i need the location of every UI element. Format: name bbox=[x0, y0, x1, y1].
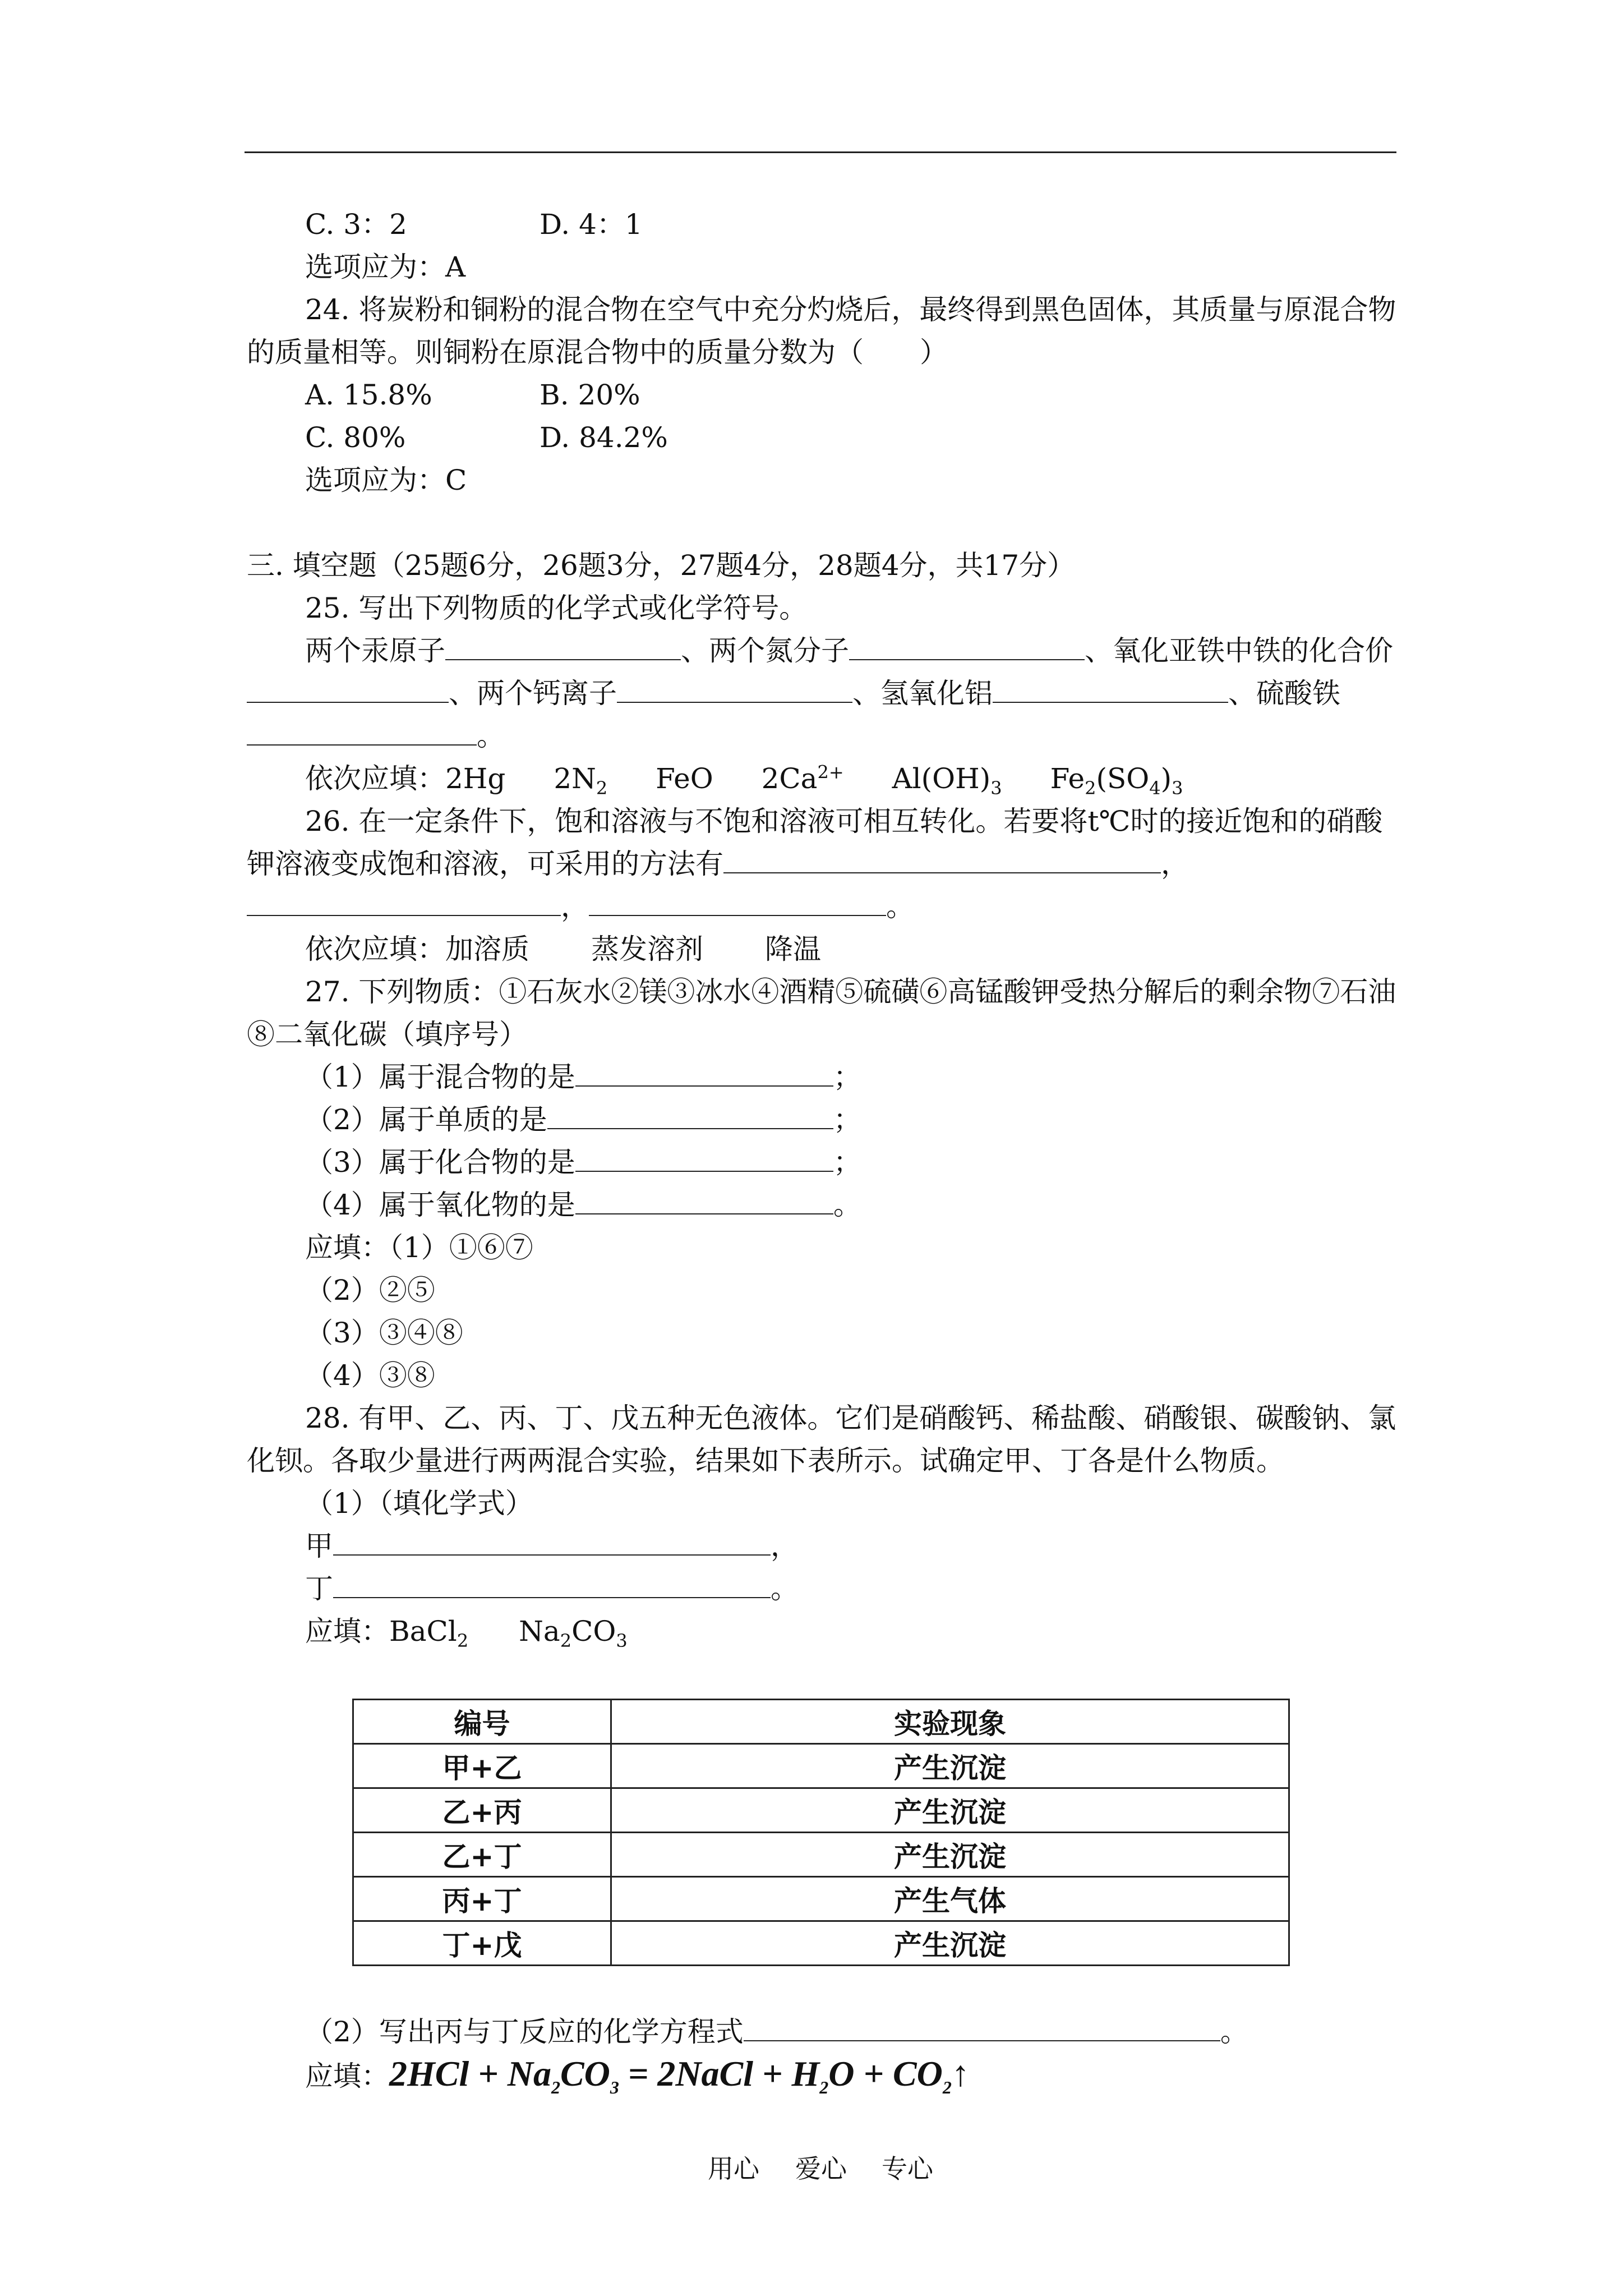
q26-answer-label: 依次应填： bbox=[305, 933, 445, 965]
q26-answer bbox=[305, 932, 821, 966]
table-header-phenomenon: 实验现象 bbox=[611, 1700, 1289, 1744]
q27-blank-3[interactable] bbox=[575, 1146, 833, 1172]
q26-line3 bbox=[247, 890, 914, 923]
q27-blank-1[interactable] bbox=[575, 1061, 833, 1087]
table-cell-phenomenon: 产生沉淀 bbox=[611, 1744, 1289, 1788]
q25-blank-3[interactable] bbox=[247, 677, 449, 703]
q25-ans-fe2so43: $Fe_2(SO_4)_3$ bbox=[1050, 762, 1183, 799]
q27-part4 bbox=[305, 1188, 861, 1222]
q23-answer: 选项应为：A bbox=[305, 251, 466, 283]
q28-blank-equation[interactable] bbox=[744, 2016, 1220, 2041]
q27-part2-text: （2）属于单质的是 bbox=[305, 1103, 547, 1136]
q28-line-ding bbox=[305, 1572, 799, 1605]
footer-word-3: 专心 bbox=[882, 2154, 933, 2184]
q25-ans-2hg: 2Hg bbox=[445, 762, 506, 795]
q27-part4-text: （4）属于氧化物的是 bbox=[305, 1189, 575, 1221]
q27-answer-3: （3）③④⑧ bbox=[305, 1317, 463, 1349]
header-rule bbox=[245, 151, 1396, 153]
table-row bbox=[353, 1833, 1289, 1877]
q27-answer-1-text: （1）①⑥⑦ bbox=[389, 1231, 533, 1264]
q27-part3-semi: ； bbox=[833, 1146, 861, 1179]
table-cell-id: 丁+戊 bbox=[353, 1921, 611, 1966]
q28-ans-bacl2: BaCl$_2$ bbox=[389, 1615, 469, 1651]
q25-ans-aloh3: $Al(OH)_3$ bbox=[892, 762, 1002, 799]
table-row bbox=[353, 1788, 1289, 1833]
q25-item-calcium: 、两个钙离子 bbox=[449, 677, 617, 710]
q25-line2 bbox=[247, 677, 1340, 710]
q28-blank-ding[interactable] bbox=[333, 1572, 771, 1598]
q24-stem-line1: 24. 将炭粉和铜粉的混合物在空气中充分灼烧后，最终得到黑色固体，其质量与原混合物 bbox=[305, 293, 1396, 326]
q25-item-feo-valence: 、氧化亚铁中铁的化合价 bbox=[1085, 634, 1393, 667]
q25-item-mercury: 两个汞原子 bbox=[305, 634, 445, 667]
table-row bbox=[353, 1877, 1289, 1921]
footer-word-1: 用心 bbox=[708, 2154, 759, 2184]
q27-part2-semi: ； bbox=[833, 1103, 861, 1136]
q28-stem-line2: 化钡。各取少量进行两两混合实验，结果如下表所示。试确定甲、丁各是什么物质。 bbox=[247, 1444, 1284, 1477]
q28-jia-label: 甲 bbox=[305, 1530, 333, 1562]
q26-ans-1: 加溶质 bbox=[445, 933, 529, 965]
table-cell-id: 乙+丁 bbox=[353, 1833, 611, 1877]
table-cell-id: 乙+丙 bbox=[353, 1788, 611, 1833]
q26-ans-3: 降温 bbox=[765, 933, 821, 965]
q27-stem-line1: 27. 下列物质：①石灰水②镁③冰水④酒精⑤硫磺⑥高锰酸钾受热分解后的剩余物⑦石油 bbox=[305, 976, 1396, 1008]
q25-blank-6[interactable] bbox=[247, 720, 477, 746]
q26-ans-2: 蒸发溶剂 bbox=[591, 933, 703, 965]
q27-part2 bbox=[305, 1103, 861, 1137]
q28-blank-jia[interactable] bbox=[333, 1530, 771, 1556]
q28-ding-label: 丁 bbox=[305, 1572, 333, 1605]
q26-stem-line2 bbox=[247, 847, 1189, 881]
table-header-row bbox=[353, 1700, 1289, 1744]
q28-sub2 bbox=[305, 2015, 1248, 2049]
q28-sub1: （1）（填化学式） bbox=[305, 1487, 533, 1520]
q28-answer bbox=[305, 1614, 628, 1651]
q24-option-b: B. 20% bbox=[540, 379, 640, 411]
q26-blank-1[interactable] bbox=[723, 848, 1161, 873]
q25-blank-1[interactable] bbox=[445, 634, 681, 660]
q25-blank-4[interactable] bbox=[617, 677, 852, 703]
q25-item-nitrogen: 、两个氮分子 bbox=[681, 634, 849, 667]
q25-line3 bbox=[247, 719, 505, 753]
q26-line3-comma: ， bbox=[561, 890, 589, 923]
footer-word-2: 爱心 bbox=[795, 2154, 847, 2184]
q27-answer-2: （2）②⑤ bbox=[305, 1274, 435, 1306]
gas-arrow-icon: ↑ bbox=[951, 2054, 970, 2093]
q27-answer-4: （4）③⑧ bbox=[305, 1359, 435, 1392]
q25-ans-feo: FeO bbox=[656, 762, 713, 795]
table-header-id: 编号 bbox=[353, 1700, 611, 1744]
table-cell-phenomenon: 产生沉淀 bbox=[611, 1921, 1289, 1966]
q28-sub2-end: 。 bbox=[1220, 2016, 1248, 2048]
q28-equation-answer bbox=[305, 2049, 970, 2101]
q23-option-c: C. 3：2 bbox=[305, 208, 407, 241]
q28-jia-comma: ， bbox=[771, 1530, 799, 1562]
q25-answer-label: 依次应填： bbox=[305, 762, 445, 795]
q26-stem-line1: 26. 在一定条件下，饱和溶液与不饱和溶液可相互转化。若要将t℃时的接近饱和的硝酸 bbox=[305, 805, 1383, 838]
q25-answer bbox=[305, 761, 1183, 799]
q25-item-fe2so43: 、硫酸铁 bbox=[1228, 677, 1340, 710]
q24-option-a: A. 15.8% bbox=[305, 379, 432, 411]
q25-line3-end: 。 bbox=[477, 720, 505, 752]
q27-stem-line2: ⑧二氧化碳（填序号） bbox=[247, 1018, 527, 1051]
q25-ans-2ca2plus: $2Ca^{2+}$ bbox=[761, 761, 844, 795]
q26-comma: ， bbox=[1161, 848, 1189, 880]
q24-stem-line2: 的质量相等。则铜粉在原混合物中的质量分数为（ ） bbox=[247, 336, 948, 369]
table-cell-id: 丙+丁 bbox=[353, 1877, 611, 1921]
q26-line3-end: 。 bbox=[886, 890, 914, 923]
q24-option-d: D. 84.2% bbox=[540, 421, 668, 454]
q25-stem: 25. 写出下列物质的化学式或化学符号。 bbox=[305, 592, 808, 624]
q27-blank-4[interactable] bbox=[575, 1189, 833, 1214]
q26-blank-2[interactable] bbox=[247, 890, 561, 916]
chemical-equation: $2HCl + Na_2CO_3$ = 2NaCl + $H_2O$ + $CO_2↑$ bbox=[389, 2054, 970, 2097]
experiment-table bbox=[352, 1699, 1290, 1966]
table-row bbox=[353, 1744, 1289, 1788]
table-cell-phenomenon: 产生沉淀 bbox=[611, 1788, 1289, 1833]
q26-blank-3[interactable] bbox=[589, 890, 886, 916]
q25-blank-5[interactable] bbox=[993, 677, 1228, 703]
q25-ans-2n2: $2N_2$ bbox=[554, 762, 608, 799]
table-cell-id: 甲+乙 bbox=[353, 1744, 611, 1788]
q27-answer-label: 应填： bbox=[305, 1231, 389, 1264]
q27-answer-1 bbox=[305, 1231, 533, 1264]
q28-answer-label: 应填： bbox=[305, 1615, 389, 1648]
q27-part4-end: 。 bbox=[833, 1189, 861, 1221]
q27-part1 bbox=[305, 1060, 861, 1094]
section3-title: 三. 填空题（25题6分，26题3分，27题4分，28题4分，共17分） bbox=[247, 549, 1076, 582]
q25-item-aloh3: 、氢氧化铝 bbox=[852, 677, 993, 710]
q28-line-jia bbox=[305, 1529, 799, 1563]
q27-part1-semi: ； bbox=[833, 1061, 861, 1093]
q28-sub2-text: （2）写出丙与丁反应的化学方程式 bbox=[305, 2016, 744, 2048]
q27-part1-text: （1）属于混合物的是 bbox=[305, 1061, 575, 1093]
q28-ans-na2co3: $Na_2CO_3$ bbox=[519, 1615, 628, 1651]
q26-stem-line2-text: 钾溶液变成饱和溶液，可采用的方法有 bbox=[247, 848, 723, 880]
q28-stem-line1: 28. 有甲、乙、丙、丁、戊五种无色液体。它们是硝酸钙、稀盐酸、硝酸银、碳酸钠、氯 bbox=[305, 1402, 1396, 1434]
q28-ding-end: 。 bbox=[771, 1572, 799, 1605]
q24-answer: 选项应为：C bbox=[305, 464, 467, 496]
q27-blank-2[interactable] bbox=[547, 1103, 833, 1129]
q25-blank-2[interactable] bbox=[849, 634, 1085, 660]
q27-part3-text: （3）属于化合物的是 bbox=[305, 1146, 575, 1179]
table-row bbox=[353, 1921, 1289, 1966]
q25-line1 bbox=[305, 634, 1393, 668]
table-cell-phenomenon: 产生气体 bbox=[611, 1877, 1289, 1921]
q24-option-c: C. 80% bbox=[305, 421, 406, 454]
q28-equation-label: 应填： bbox=[305, 2060, 389, 2092]
q23-option-d: D. 4：1 bbox=[540, 208, 643, 241]
q27-part3 bbox=[305, 1145, 861, 1179]
table-cell-phenomenon: 产生沉淀 bbox=[611, 1833, 1289, 1877]
